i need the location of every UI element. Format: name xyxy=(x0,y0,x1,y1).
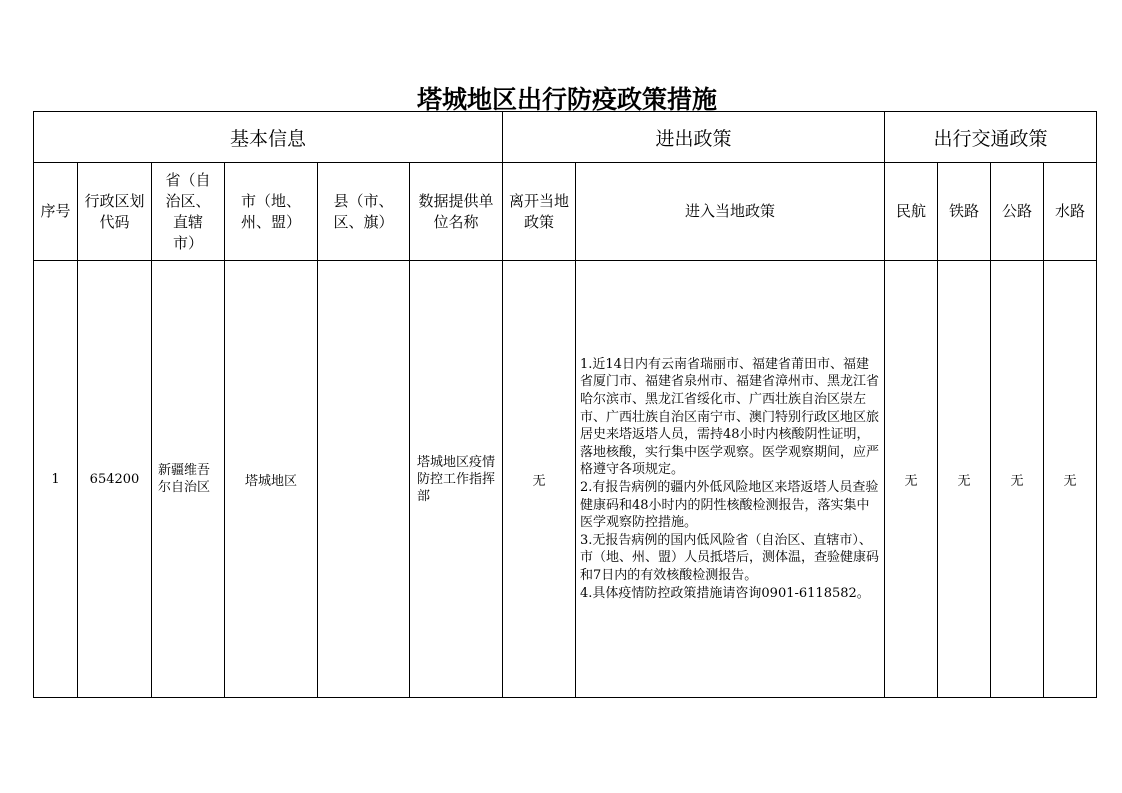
header-province: 省（自治区、直辖市） xyxy=(152,163,225,261)
header-water: 水路 xyxy=(1044,163,1097,261)
group-in-out-policy: 进出政策 xyxy=(503,112,885,163)
cell-source: 塔城地区疫情防控工作指挥部 xyxy=(410,261,503,698)
cell-seq: 1 xyxy=(34,261,78,698)
enter-policy-item-2: 2.有报告病例的疆内外低风险地区来塔返塔人员查验健康码和48小时内的阴性核酸检测报告，落实集中医学观察防控措施。 xyxy=(580,480,879,531)
header-code: 行政区划代码 xyxy=(78,163,152,261)
header-leave: 离开当地政策 xyxy=(503,163,576,261)
table-row xyxy=(34,261,1097,698)
cell-city: 塔城地区 xyxy=(225,261,318,698)
enter-policy-item-1: 1.近14日内有云南省瑞丽市、福建省莆田市、福建省厦门市、福建省泉州市、福建省漳州市、黑龙江省哈尔滨市、黑龙江省绥化市、广西壮族自治区崇左市、广西壮族自治区南宁市、澳门特别行政区地区旅居史来塔返塔人员，需持48小时内核酸阴性证明，落地核酸，实行集中医学观察。医学观察期间，应严格遵守各项规定。 xyxy=(580,356,880,478)
cell-leave: 无 xyxy=(503,261,576,698)
cell-code: 654200 xyxy=(78,261,152,698)
enter-policy-item-4: 4.具体疫情防控政策措施请咨询0901-6118582。 xyxy=(580,585,870,601)
header-air: 民航 xyxy=(885,163,938,261)
cell-road: 无 xyxy=(991,261,1044,698)
header-county: 县（市、区、旗） xyxy=(318,163,410,261)
enter-policy-item-3: 3.无报告病例的国内低风险省（自治区、直辖市）、市（地、州、盟）人员抵塔后，测体温，查验健康码和7日内的有效核酸检测报告。 xyxy=(580,532,880,583)
header-city: 市（地、州、盟） xyxy=(225,163,318,261)
cell-enter-policy xyxy=(576,261,885,698)
header-road: 公路 xyxy=(991,163,1044,261)
policy-table xyxy=(33,111,1097,698)
cell-county xyxy=(318,261,410,698)
cell-water: 无 xyxy=(1044,261,1097,698)
cell-province: 新疆维吾尔自治区 xyxy=(152,261,225,698)
group-transport-policy: 出行交通政策 xyxy=(885,112,1097,163)
header-seq: 序号 xyxy=(34,163,78,261)
header-enter: 进入当地政策 xyxy=(576,163,885,261)
group-basic-info: 基本信息 xyxy=(34,112,503,163)
page-title: 塔城地区出行防疫政策措施 xyxy=(416,85,717,114)
cell-rail: 无 xyxy=(938,261,991,698)
cell-air: 无 xyxy=(885,261,938,698)
header-rail: 铁路 xyxy=(938,163,991,261)
header-source: 数据提供单位名称 xyxy=(410,163,503,261)
